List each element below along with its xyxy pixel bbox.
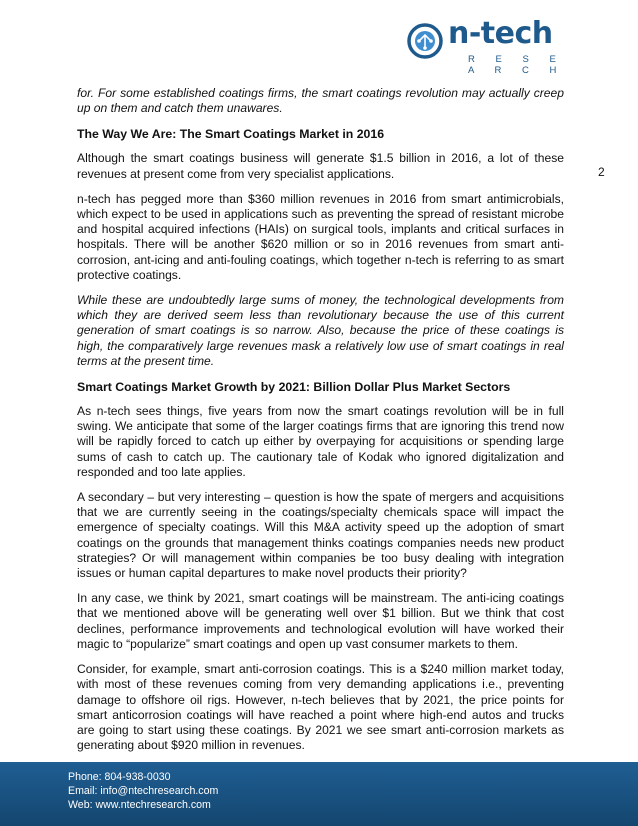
page-number: 2 [598,165,605,179]
logo-subtitle: R E S E A R C H [468,54,566,76]
contact-info [68,770,218,813]
paragraph: for. For some established coatings firms, the smart coatings revolution may actually creep up on them and catch them unawares. [77,86,564,116]
paragraph: A secondary – but very interesting – question is how the spate of mergers and acquisitions that we are currently seeing in the coatings/specialty chemicals space will impact the emergence of specialty coatings. Will this M&A activity speed up the adoption of smart coatings on the grounds that management thinks coatings companies needs new product strategies? Or will management within companies be too busy dealing with integration issues or human capital departures to make novel products their priority? [77,490,564,581]
n-tech-logo [404,16,584,76]
section-heading: The Way We Are: The Smart Coatings Market in 2016 [77,127,385,142]
footer-email[interactable]: Email: info@ntechresearch.com [68,785,219,798]
section-heading: Smart Coatings Market Growth by 2021: Billion Dollar Plus Market Sectors [77,380,511,395]
logo-wordmark: n-tech [448,16,553,51]
footer-bar [0,762,638,826]
paragraph: In any case, we think by 2021, smart coatings will be mainstream. The anti-icing coatings that we mentioned above will be generating well over $1 billion. But we think that cost declines, performance improvements and technological evolution will have worked their magic to “popularize” smart coatings and open up vast consumer markets to them. [77,591,564,651]
paragraph: Although the smart coatings business will generate $1.5 billion in 2016, a lot of these revenues at present come from very specialist applications. [77,151,564,181]
footer-phone: Phone: 804-938-0030 [68,771,171,783]
document-body [77,86,564,763]
globe-icon [406,22,444,60]
paragraph: n-tech has pegged more than $360 million revenues in 2016 from smart antimicrobials, which expect to be used in applications such as preventing the spread of resistant microbe and hospital acquired infections (HAIs) on surgical tools, implants and critical surfaces in hospitals. There will be another $620 million or so in 2016 revenues from smart anti-corrosion, ant-icing and anti-fouling coatings, which together n-tech is referring to as smart protective coatings. [77,191,564,282]
paragraph: Consider, for example, smart anti-corrosion coatings. This is a $240 million market today, with most of these revenues coming from very demanding applications i.e., preventing damage to offshore oil rigs. However, n-tech believes that by 2021, the price points for smart anticorrosion coatings will have reached a point where high-end autos and trucks are going to start using these coatings. By 2021 we see smart anti-corrosion markets as generating about $920 million in revenues. [77,662,564,753]
paragraph: While these are undoubtedly large sums of money, the technological developments from which they are derived seem less than revolutionary because the use of this current generation of smart coatings is so narrow. Also, because the price of these coatings is high, the comparatively large revenues mask a relatively low use of smart coatings in real terms at the present time. [77,293,564,368]
footer-web[interactable]: Web: www.ntechresearch.com [68,799,211,812]
paragraph: As n-tech sees things, five years from now the smart coatings revolution will be in full swing. We anticipate that some of the larger coatings firms that are ignoring this trend now will be rapidly forced to catch up either by overpaying for acquisitions or spending large sums of cash to catch up. The cautionary tale of Kodak who ignored digitalization and responded and too late applies. [77,404,564,479]
